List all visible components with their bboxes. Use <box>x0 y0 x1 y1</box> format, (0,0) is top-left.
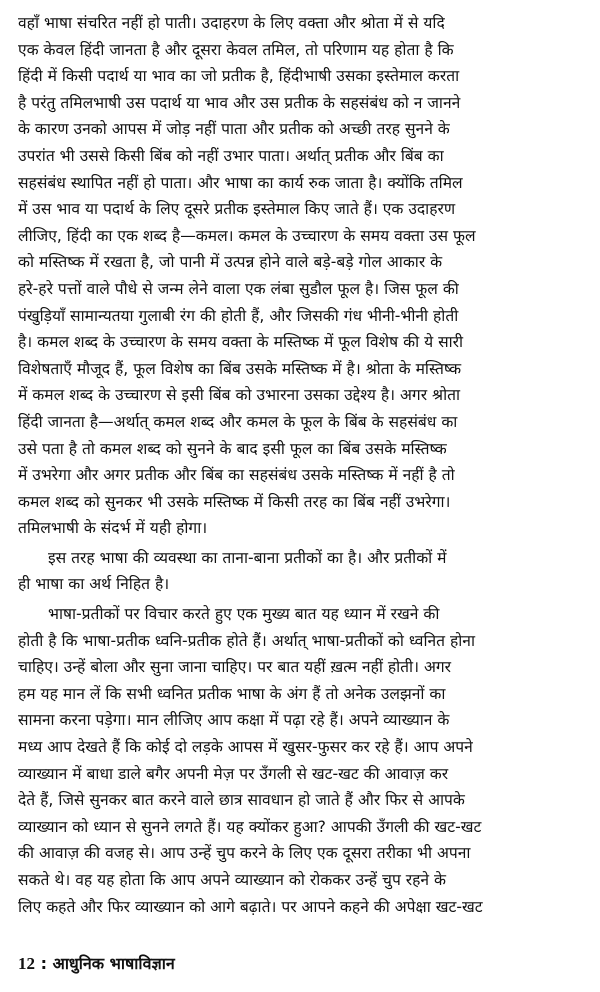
book-title: आधुनिक भाषाविज्ञान <box>52 954 175 973</box>
footer-separator: : <box>40 954 47 973</box>
text-line: ही भाषा का अर्थ निहित है। <box>18 575 170 594</box>
text-line: विशेषताएँ मौजूद हैं, फूल विशेष का बिंब उसके मस्तिष्क में है। श्रोता के मस्तिष्क <box>18 359 462 378</box>
text-line: हरे-हरे पत्तों वाले पौधे से जन्म लेने वाला एक लंबा सुडौल फूल है। जिस फूल की <box>18 279 459 298</box>
text-line: देते हैं, जिसे सुनकर बात करने वाले छात्र सावधान हो जाते हैं और फिर से आपके <box>18 791 465 810</box>
text-line: इस तरह भाषा की व्यवस्था का ताना-बाना प्रतीकों का है। और प्रतीकों में <box>48 548 447 567</box>
text-line: लीजिए, हिंदी का एक शब्द है—कमल। कमल के उच्चारण के समय वक्ता उस फूल <box>18 226 476 245</box>
text-line: में कमल शब्द के उच्चारण से इसी बिंब को उभारना उसका उद्देश्य है। अगर श्रोता <box>18 386 461 405</box>
text-line: को मस्तिष्क में रखता है, जो पानी में उत्पन्न होने वाले बड़े-बड़े गोल आकार के <box>18 253 443 272</box>
text-line: पंखुड़ियाँ सामान्यतया गुलाबी रंग की होती हैं, और जिसकी गंध भीनी-भीनी होती <box>18 306 459 325</box>
text-line: चाहिए। उन्हें बोला और सुना जाना चाहिए। पर बात यहीं ख़त्म नहीं होती। अगर <box>18 658 452 677</box>
text-line: लिए कहते और फिर व्याख्यान को आगे बढ़ाते। पर आपने कहने की अपेक्षा खट-खट <box>18 897 483 916</box>
text-line: भाषा-प्रतीकों पर विचार करते हुए एक मुख्य बात यह ध्यान में रखने की <box>48 605 440 624</box>
text-line: वहाँ भाषा संचरित नहीं हो पाती। उदाहरण के लिए वक्ता और श्रोता में से यदि <box>18 14 445 32</box>
text-line: सहसंबंध स्थापित नहीं हो पाता। और भाषा का कार्य रुक जाता है। क्योंकि तमिल <box>18 173 463 192</box>
text-line: एक केवल हिंदी जानता है और दूसरा केवल तमिल, तो परिणाम यह होता है कि <box>18 40 454 59</box>
text-line: तमिलभाषी के संदर्भ में यही होगा। <box>18 519 208 538</box>
text-line: व्याख्यान को ध्यान से सुनने लगते हैं। यह क्योंकर हुआ? आपकी उँगली की खट-खट <box>18 817 482 836</box>
text-line: है परंतु तमिलभाषी उस पदार्थ या भाव और उस प्रतीक के सहसंबंध को न जानने <box>18 93 461 112</box>
page-footer <box>18 952 175 974</box>
paragraph-3 <box>18 601 584 920</box>
text-line: हम यह मान लें कि सभी ध्वनित प्रतीक भाषा के अंग हैं तो अनेक उलझनों का <box>18 684 446 703</box>
text-line: की आवाज़ की वजह से। आप उन्हें चुप करने के लिए एक दूसरा तरीका भी अपना <box>18 844 471 863</box>
text-line: उसे पता है तो कमल शब्द को सुनने के बाद इसी फूल का बिंब उसके मस्तिष्क <box>18 439 447 458</box>
text-line: उपरांत भी उससे किसी बिंब को नहीं उभार पाता। अर्थात् प्रतीक और बिंब का <box>18 146 444 165</box>
text-line: में उभरेगा और अगर प्रतीक और बिंब का सहसंबंध उसके मस्तिष्क में नहीं है तो <box>18 466 455 485</box>
paragraph-1 <box>18 10 584 542</box>
body-text <box>18 10 584 920</box>
text-line: कमल शब्द को सुनकर भी उसके मस्तिष्क में किसी तरह का बिंब नहीं उभरेगा। <box>18 492 451 511</box>
paragraph-2 <box>18 545 584 598</box>
text-line: होती है कि भाषा-प्रतीक ध्वनि-प्रतीक होते हैं। अर्थात् भाषा-प्रतीकों को ध्वनित होना <box>18 631 475 650</box>
text-line: सकते थे। वह यह होता कि आप अपने व्याख्यान को रोककर उन्हें चुप रहने के <box>18 871 447 889</box>
text-line: है। कमल शब्द के उच्चारण के समय वक्ता के मस्तिष्क में फूल विशेष की ये सारी <box>18 333 464 352</box>
text-line: में उस भाव या पदार्थ के लिए दूसरे प्रतीक इस्तेमाल किए जाते हैं। एक उदाहरण <box>18 200 456 219</box>
text-line: व्याख्यान में बाधा डाले बगैर अपनी मेज़ पर उँगली से खट-खट की आवाज़ कर <box>18 764 449 783</box>
text-line: हिंदी में किसी पदार्थ या भाव का जो प्रतीक है, हिंदीभाषी उसका इस्तेमाल करता <box>18 67 460 86</box>
text-line: हिंदी जानता है—अर्थात् कमल शब्द और कमल के फूल के बिंब के सहसंबंध का <box>18 412 458 431</box>
text-line: मध्य आप देखते हैं कि कोई दो लड़के आपस में खुसर-फुसर कर रहे हैं। आप अपने <box>18 738 473 757</box>
text-line: के कारण उनको आपस में जोड़ नहीं पाता और प्रतीक को अच्छी तरह सुनने के <box>18 120 450 139</box>
page-number: 12 <box>18 954 35 973</box>
text-line: सामना करना पड़ेगा। मान लीजिए आप कक्षा में पढ़ा रहे हैं। अपने व्याख्यान के <box>18 711 450 730</box>
